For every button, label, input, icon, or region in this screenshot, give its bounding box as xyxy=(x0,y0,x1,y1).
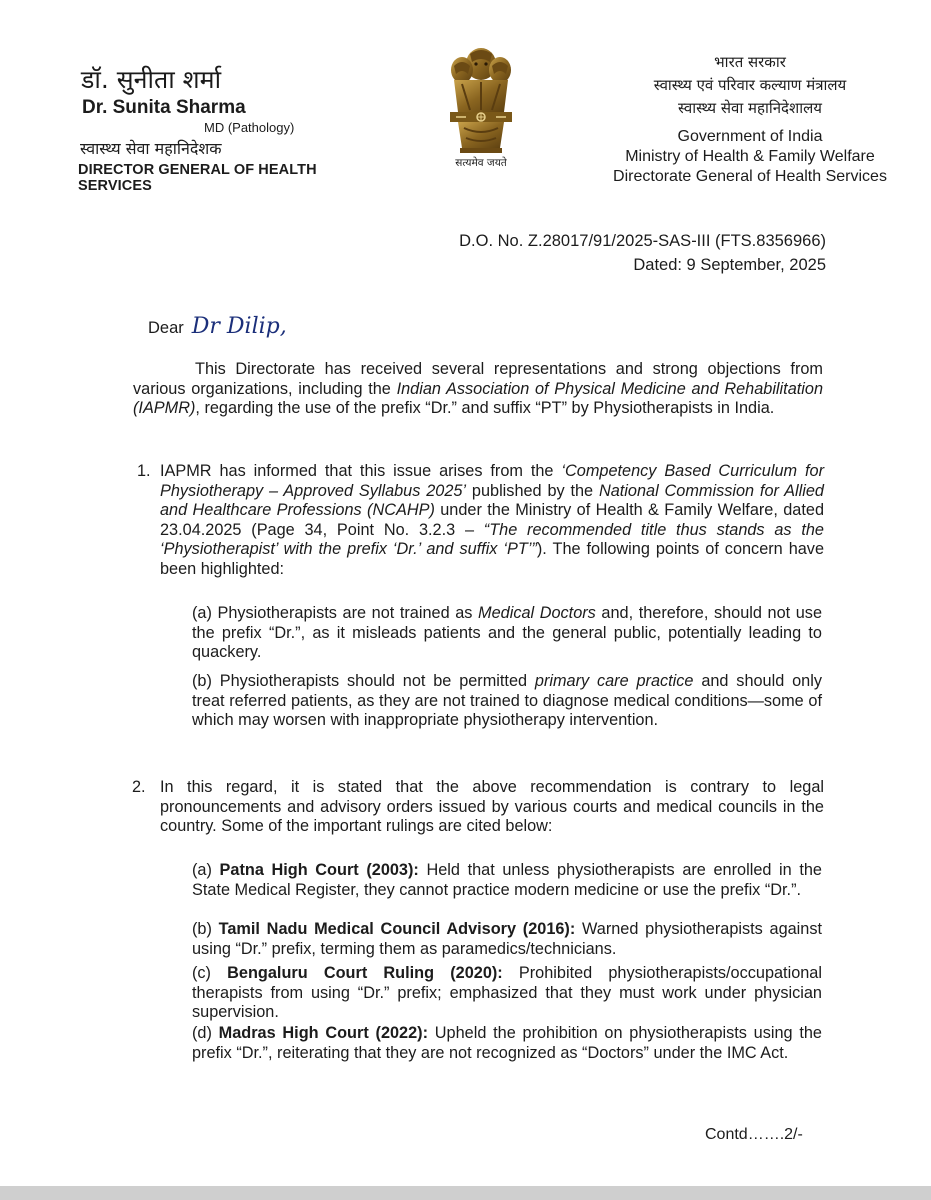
salutation-dear: Dear xyxy=(148,319,184,337)
point-1-italic-3: “The recommended title thus stands as the ‘Physiotherapist’ with the prefix ‘Dr.’ and suffix ‘PT’” xyxy=(160,520,824,558)
ruling-item xyxy=(192,1024,822,1063)
salutation xyxy=(148,314,287,339)
sub-a-text-2: and, therefore, should not use the prefix “Dr.”, as it misleads patients and the general public, potentially leading to quackery. xyxy=(192,604,823,661)
sub-b-italic: primary care practice xyxy=(534,672,694,690)
sender-name-english: Dr. Sunita Sharma xyxy=(82,97,246,118)
reference-block xyxy=(459,229,826,277)
sender-degree: MD (Pathology) xyxy=(204,120,295,135)
point-1-text-4: ). The following points of concern have been highlighted: xyxy=(160,540,825,578)
intro-italic-1: Indian Association of Physical Medicine and Rehabilitation (IAPMR) xyxy=(133,379,823,417)
intro-text-2: , regarding the use of the prefix “Dr.” and suffix “PT” by Physiotherapists in India. xyxy=(195,399,775,417)
sender-title-english: DIRECTOR GENERAL OF HEALTH SERVICES xyxy=(78,162,317,194)
ministry-line1-english: Government of India xyxy=(677,128,823,145)
ruling-text: Upheld the prohibition on physiotherapists using the prefix “Dr.”, reiterating that they are not recognized as “Doctors” under the IMC Act. xyxy=(192,1024,822,1062)
ministry-line3-hindi: स्वास्थ्य सेवा महानिदेशालय xyxy=(678,99,822,117)
handwritten-name: Dr Dilip, xyxy=(191,314,287,339)
ruling-label: (c) xyxy=(192,964,228,982)
emblem-motto: सत्यमेव जयते xyxy=(455,157,507,169)
point-1-text-1: IAPMR has informed that this issue arises from the xyxy=(160,462,562,480)
point-1-number: 1. xyxy=(137,462,151,480)
national-emblem-icon xyxy=(440,44,522,156)
point-1-paragraph xyxy=(160,462,824,579)
ministry-line2-hindi: स्वास्थ्य एवं परिवार कल्याण मंत्रालय xyxy=(653,76,847,94)
ministry-block xyxy=(600,52,900,186)
point-1-text-2: published by the xyxy=(466,481,599,500)
intro-text-1: This Directorate has received several representations and strong objections from various organizations, including the xyxy=(133,360,823,398)
ruling-item xyxy=(192,920,822,959)
do-number: D.O. No. Z.28017/91/2025-SAS-III (FTS.8356966) xyxy=(459,232,826,250)
ministry-line3-english: Directorate General of Health Services xyxy=(613,168,887,185)
sub-b-text-1: (b) Physiotherapists should not be permitted xyxy=(192,672,535,690)
ruling-item xyxy=(192,964,822,1023)
point-1-italic-2: National Commission for Allied and Healthcare Professions (NCAHP) xyxy=(160,481,824,519)
ruling-label: (d) xyxy=(192,1024,219,1042)
ruling-court: Madras High Court (2022): xyxy=(218,1024,429,1042)
ruling-label: (b) xyxy=(192,920,219,938)
sender-name-hindi: डॉ. सुनीता शर्मा xyxy=(81,65,222,94)
ruling-court: Tamil Nadu Medical Council Advisory (2016): xyxy=(218,920,576,938)
sub-a-text-1: (a) Physiotherapists are not trained as xyxy=(192,604,479,622)
intro-paragraph xyxy=(133,360,823,419)
point-1-sub-a xyxy=(192,604,822,663)
ruling-text: Warned physiotherapists against using “Dr.” prefix, terming them as paramedics/technicians. xyxy=(192,920,823,958)
point-1-italic-1: ‘Competency Based Curriculum for Physiotherapy – Approved Syllabus 2025’ xyxy=(160,462,824,500)
sub-b-text-2: and should only treat referred patients, as they are not trained to diagnose medical conditions—some of which may worsen with inappropriate physiotherapy intervention. xyxy=(192,672,822,729)
emblem-block xyxy=(440,44,522,194)
letter-date: Dated: 9 September, 2025 xyxy=(633,256,826,274)
ministry-line1-hindi: भारत सरकार xyxy=(714,53,786,71)
point-2-number: 2. xyxy=(132,778,146,796)
sub-a-italic: Medical Doctors xyxy=(478,604,596,622)
next-page-edge xyxy=(0,1186,931,1200)
ruling-item xyxy=(192,861,822,900)
point-2-paragraph: In this regard, it is stated that the above recommendation is contrary to legal pronouncements and advisory orders issued by various courts and medical councils in the country. Some of the important rulings are cited below: xyxy=(160,778,824,835)
ruling-text: Held that unless physiotherapists are enrolled in the State Medical Register, they cannot practice modern medicine or use the prefix “Dr.”. xyxy=(192,861,822,899)
ruling-label: (a) xyxy=(192,861,220,879)
ruling-court: Patna High Court (2003): xyxy=(219,861,419,879)
sender-block xyxy=(78,62,368,194)
ruling-text: Prohibited physiotherapists/occupational therapists from using “Dr.” prefix; emphasized that they must work under physician supervision. xyxy=(192,964,822,1021)
ruling-court: Bengaluru Court Ruling (2020): xyxy=(227,964,503,982)
point-1-sub-b xyxy=(192,672,822,731)
point-1-text-3: under the Ministry of Health & Family Welfare, dated 23.04.2025 (Page 34, Point No. 3.2.3 – xyxy=(160,501,824,539)
continued-note: Contd…….2/- xyxy=(705,1126,803,1143)
ministry-line2-english: Ministry of Health & Family Welfare xyxy=(625,148,875,165)
sender-title-hindi: स्वास्थ्य सेवा महानिदेशक xyxy=(80,139,222,158)
